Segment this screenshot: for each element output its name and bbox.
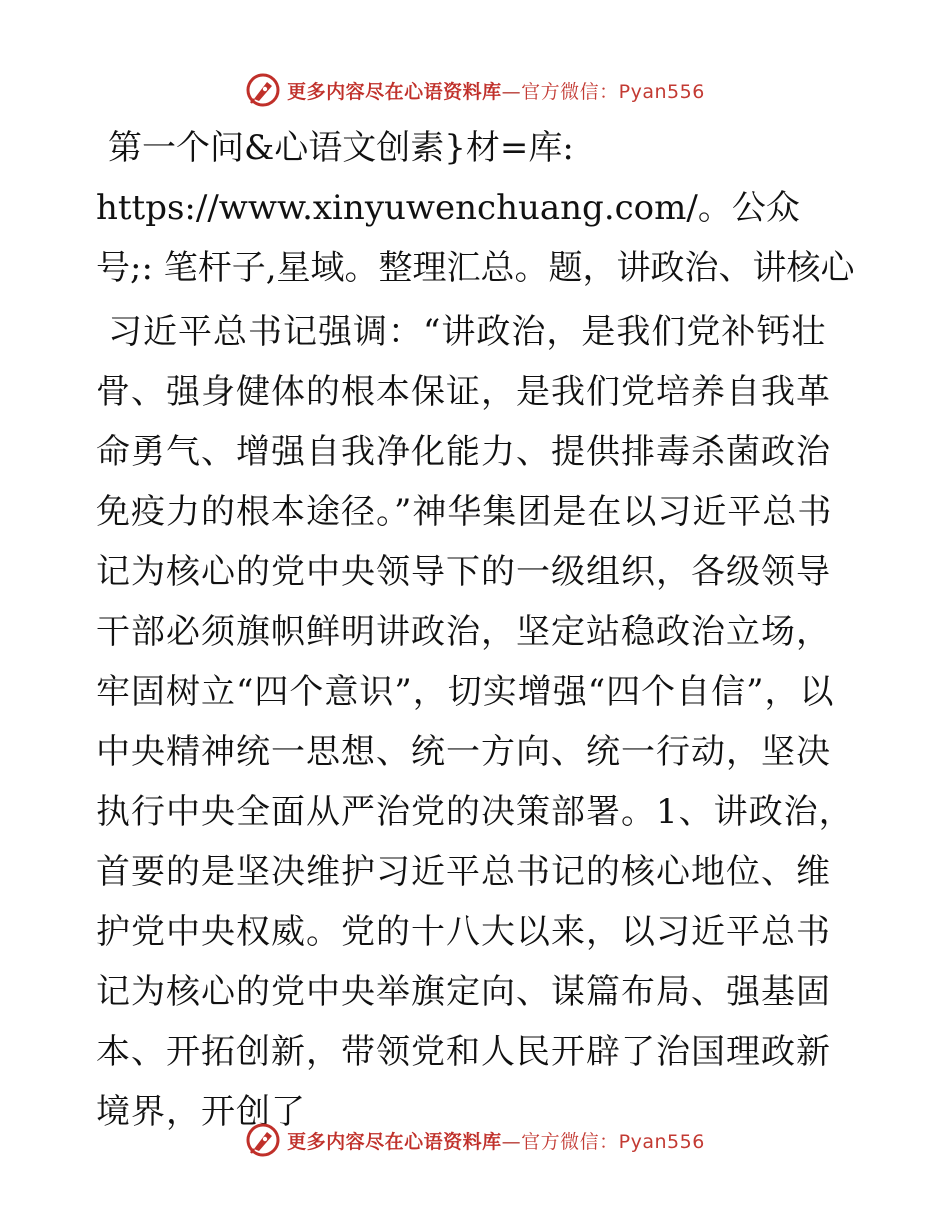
banner-dash: — [501,1130,522,1153]
header-banner [0,70,950,110]
pen-nib-logo-icon [245,1122,281,1158]
document-body [96,118,856,1142]
banner-text [287,1127,705,1154]
banner-main-text: 更多内容尽在心语资料库 [287,80,502,103]
pen-nib-logo-icon [245,72,281,108]
document-paragraph-1: 第一个问&心语文创素}材=库: https://www.xinyuwenchuang.com/。公众号;: 笔杆子,星域。整理汇总。题，讲政治、讲核心 [96,128,855,288]
banner-dash: — [501,80,522,103]
footer-banner [0,1120,950,1160]
banner-text [287,77,705,104]
banner-wechat-text: 官方微信：Pyan556 [521,1130,705,1153]
banner-main-text: 更多内容尽在心语资料库 [287,1130,502,1153]
document-paragraph-2: 习近平总书记强调：“讲政治，是我们党补钙壮骨、强身健体的根本保证，是我们党培养自我革命勇气、增强自我净化能力、提供排毒杀菌政治免疫力的根本途径。”神华集团是在以习近平总书记为核心的党中央领导下的一级组织，各级领导干部必须旗帜鲜明讲政治，坚定站稳政治立场，牢固树立“四个意识”，切实增强“四个自信”，以中央精神统一思想、统一方向、统一行动，坚决执行中央全面从严治党的决策部署。1、讲政治，首要的是坚决维护习近平总书记的核心地位、维护党中央权威。党的十八大以来，以习近平总书记为核心的党中央举旗定向、谋篇布局、强基固本、开拓创新，带领党和人民开辟了治国理政新境界，开创了 [96,312,854,1132]
banner-wechat-text: 官方微信：Pyan556 [521,80,705,103]
